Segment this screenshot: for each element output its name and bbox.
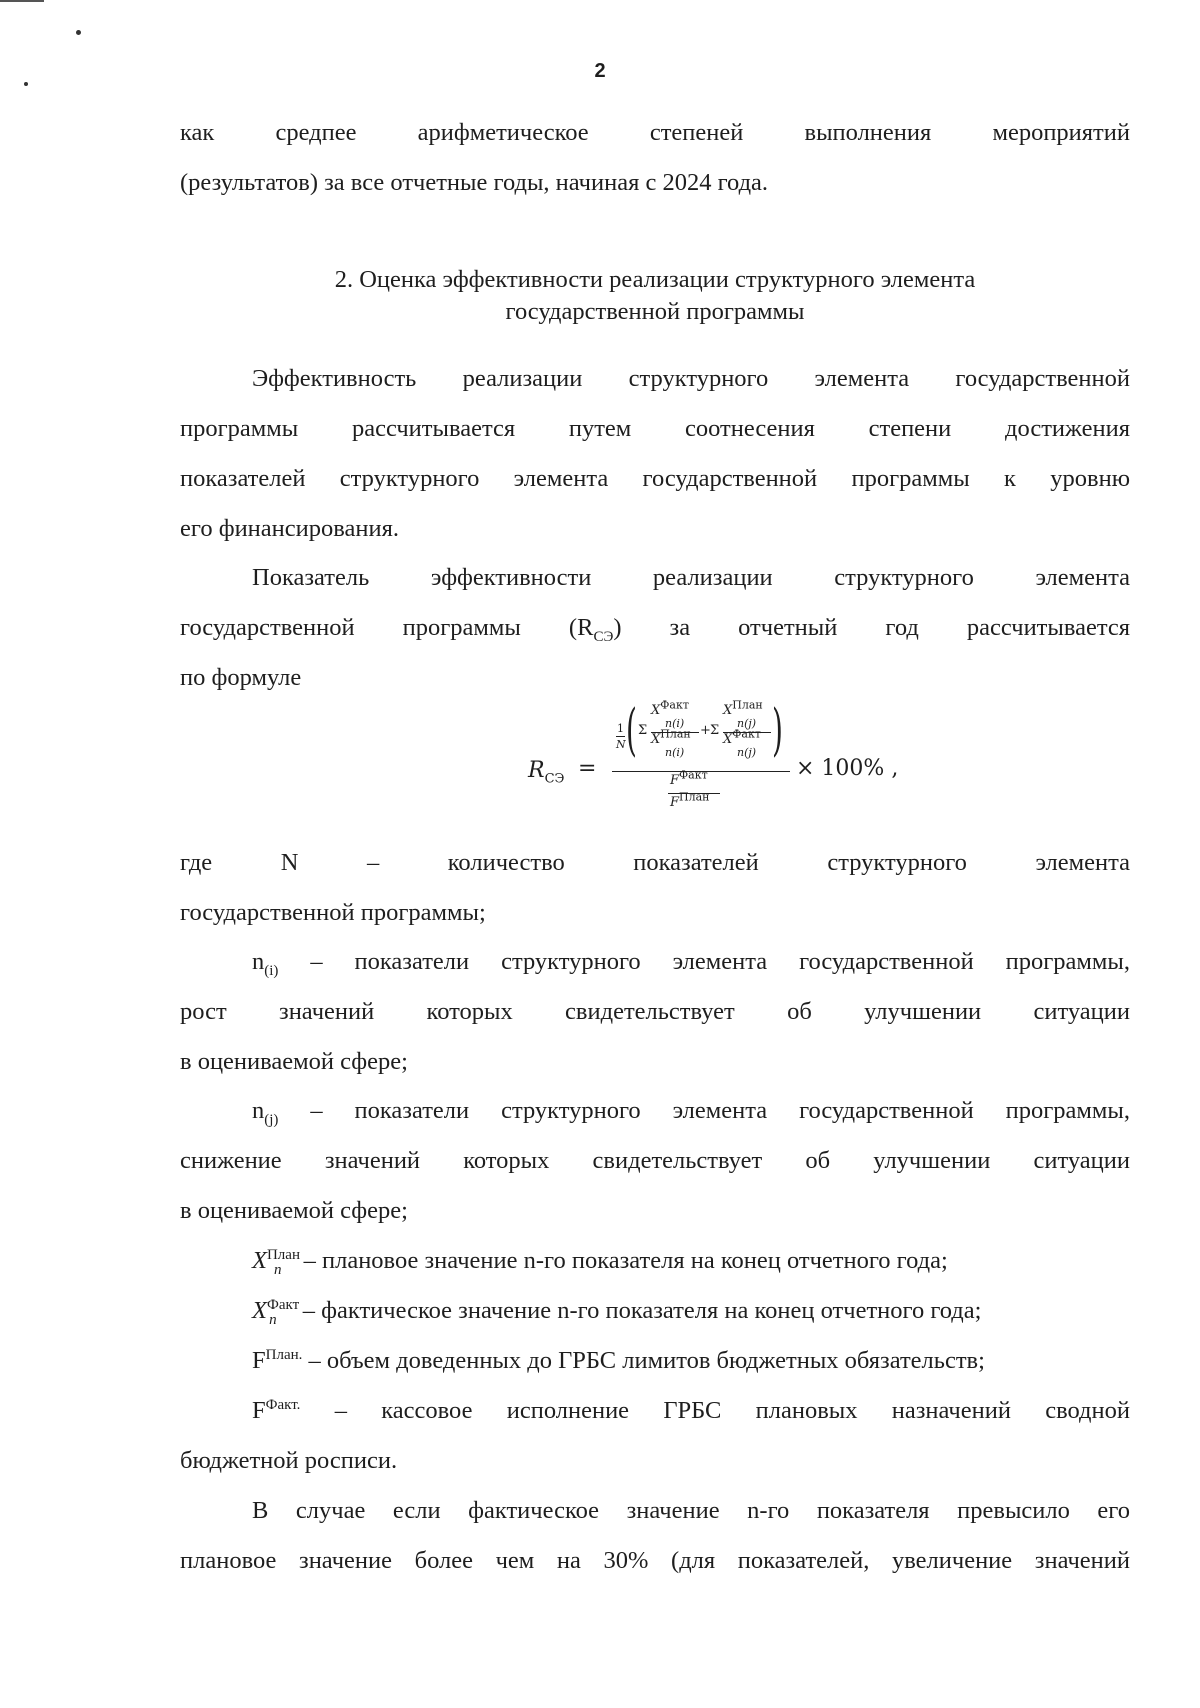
- section-heading-line: государственной программы: [505, 298, 805, 325]
- formula-right-paren: ): [772, 698, 783, 763]
- definition-line: в оцениваемой сфере;: [180, 1048, 408, 1075]
- paragraph-line: программы рассчитывается путем соотнесения степени достижения: [180, 415, 1130, 442]
- formula-n-j: n(j): [737, 746, 757, 759]
- page-number: 2: [594, 60, 606, 82]
- formula-n-i: n(i): [665, 717, 685, 730]
- definition-line: где N – количество показателей структурного элемента: [180, 849, 1130, 876]
- formula-left-paren: (: [626, 698, 637, 763]
- formula-f-fact: $F^{Факт}$: [670, 768, 708, 788]
- definition-line: государственной программы;: [180, 899, 486, 926]
- paragraph-line: Показатель эффективности реализации структурного элемента: [252, 564, 1130, 591]
- formula-x-plan-j: $X^{План}$: [723, 698, 763, 718]
- formula-x-plan-i: $X^{План}$: [651, 727, 691, 747]
- scan-corner-line: [0, 0, 44, 2]
- section-heading-line: 2. Оценка эффективности реализации структурного элемента: [334, 266, 976, 293]
- definition-line: $F^{Факт.}$ – кассовое исполнение ГРБС плановых назначений сводной: [252, 1396, 1130, 1424]
- paragraph-line: (результатов) за все отчетные годы, начиная с 2024 года.: [180, 169, 769, 196]
- definition-line: $X^{Факт}_n$ – фактическое значение n-го показателя на конец отчетного года;: [252, 1296, 982, 1328]
- paragraph-line: В случае если фактическое значение n-го показателя превысило его: [252, 1497, 1130, 1524]
- efficiency-formula: [520, 700, 940, 825]
- formula-f-plan: $F^{План}$: [670, 790, 710, 810]
- definition-line: $n_{(i)}$ – показатели структурного элемента государственной программы,: [252, 948, 1130, 979]
- formula-x-fact-i: $X^{Факт}$: [651, 698, 689, 718]
- formula-one: 1: [617, 722, 624, 735]
- definition-line: в оцениваемой сфере;: [180, 1197, 408, 1224]
- scan-dot: [76, 30, 81, 35]
- formula-sigma: Σ: [638, 723, 648, 738]
- definition-line: $F^{План.}$ – объем доведенных до ГРБС лимитов бюджетных обязательств;: [252, 1346, 985, 1374]
- definition-line: $X^{План}_n$ – плановое значение n-го показателя на конец отчетного года;: [252, 1246, 948, 1278]
- definition-line: снижение значений которых свидетельствует об улучшении ситуации: [180, 1147, 1130, 1174]
- formula-equals: =: [578, 756, 597, 781]
- formula-lhs: $R_{СЭ}$: [528, 758, 565, 787]
- paragraph-line: государственной программы $(R_{СЭ})$ за отчетный год рассчитывается: [180, 614, 1130, 645]
- formula-N: N: [616, 738, 626, 751]
- paragraph-line: как средпее арифметическое степеней выполнения мероприятий: [180, 119, 1130, 146]
- paragraph-line: плановое значение более чем на 30% (для показателей, увеличение значений: [180, 1547, 1130, 1574]
- formula-n-i: n(i): [665, 746, 685, 759]
- formula-plus: +: [700, 723, 711, 738]
- definition-line: бюджетной росписи.: [180, 1447, 398, 1474]
- formula-x-fact-j: $X^{Факт}$: [723, 727, 761, 747]
- definition-line: рост значений которых свидетельствует об улучшении ситуации: [180, 998, 1130, 1025]
- formula-sigma: Σ: [710, 723, 720, 738]
- formula-n-j: n(j): [737, 717, 757, 730]
- definition-line: $n_{(j)}$ – показатели структурного элемента государственной программы,: [252, 1097, 1130, 1128]
- paragraph-line: по формуле: [180, 664, 302, 691]
- formula-times-100: × 100% ,: [796, 756, 899, 781]
- paragraph-line: его финансирования.: [180, 515, 399, 542]
- paragraph-line: Эффективность реализации структурного элемента государственной: [252, 365, 1130, 392]
- paragraph-line: показателей структурного элемента государственной программы к уровню: [180, 465, 1130, 492]
